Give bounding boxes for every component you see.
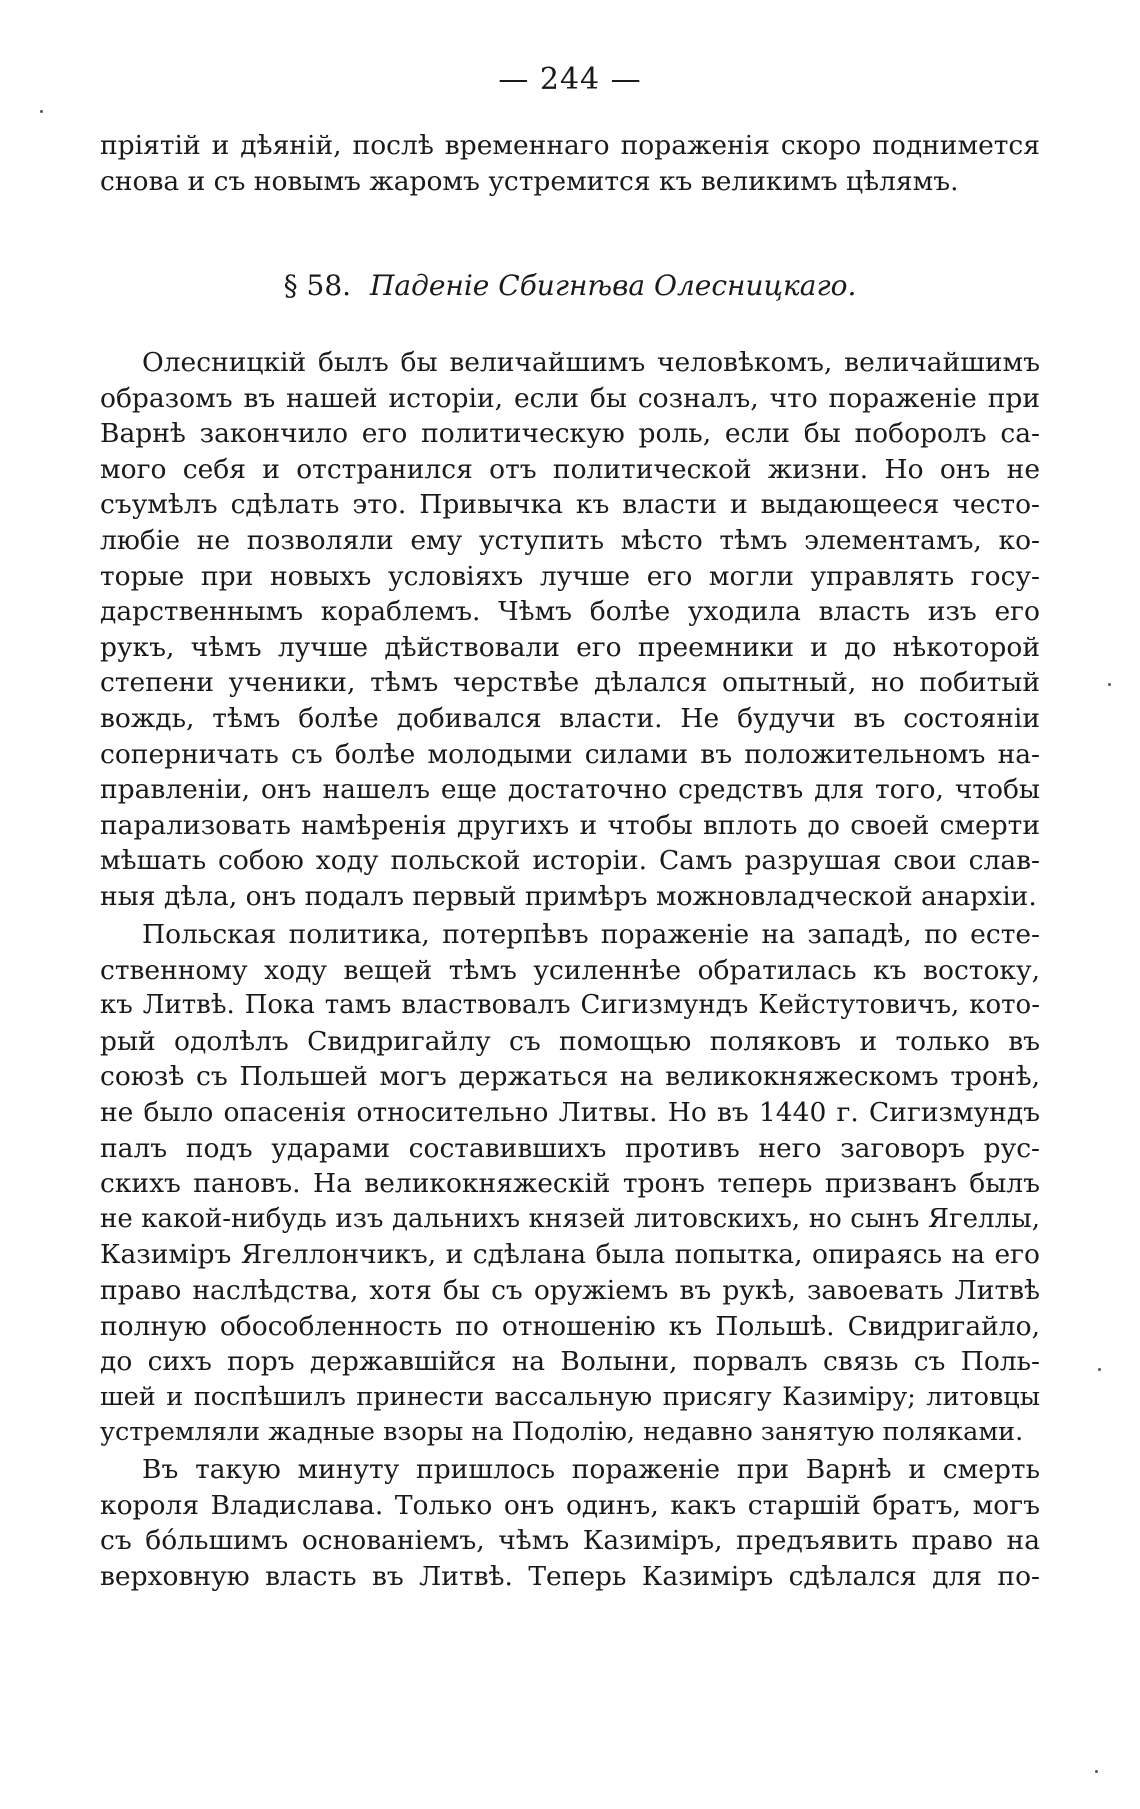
scan-speck	[40, 110, 43, 113]
section-number: § 58.	[283, 269, 352, 302]
text-line: короля Владислава. Только онъ одинъ, какъ старшій братъ, могъ	[100, 1489, 1040, 1521]
text-line: съ бо́льшимъ основаніемъ, чѣмъ Казиміръ, предъявить право на	[100, 1525, 1040, 1557]
text-line: Казиміръ Ягеллончикъ, и сдѣлана была попытка, опираясь на его	[100, 1239, 1040, 1271]
text-line: къ Литвѣ. Пока тамъ властвовалъ Сигизмундъ Кейстутовичъ, кото-	[100, 990, 1040, 1021]
text-line: право наслѣдства, хотя бы съ оружіемъ въ рукѣ, завоевать Литвѣ	[100, 1274, 1040, 1306]
text-line: соперничать съ болѣе молодыми силами въ положительномъ на-	[100, 738, 1040, 770]
intro-text	[100, 128, 1040, 199]
text-line: мѣшать собою ходу польской исторіи. Самъ разрушая свои слав-	[100, 845, 1040, 877]
paragraph-1	[100, 345, 1040, 915]
paragraph-3	[100, 1452, 1040, 1594]
text-line: до сихъ поръ державшійся на Волыни, порвалъ связь съ Поль-	[100, 1346, 1040, 1378]
text-line: дарственнымъ кораблемъ. Чѣмъ болѣе уходила власть изъ его	[100, 596, 1040, 628]
text-line: Въ такую минуту пришлось пораженіе при Варнѣ и смерть	[142, 1454, 1040, 1485]
section-title: Паденіе Сбигнѣва Олесницкаго.	[369, 269, 857, 302]
text-line: рукъ, чѣмъ лучше дѣйствовали его преемники и до нѣкоторой	[100, 631, 1040, 663]
text-line: Варнѣ закончило его политическую роль, если бы поборолъ са-	[100, 418, 1040, 450]
text-line: съумѣлъ сдѣлать это. Привычка къ власти и выдающееся често-	[100, 489, 1040, 521]
text-line: не было опасенія относительно Литвы. Но въ 1440 г. Сигизмундъ	[100, 1096, 1040, 1128]
scan-speck	[1095, 1770, 1098, 1773]
text-line: снова и съ новымъ жаромъ устремится къ великимъ цѣлямъ.	[100, 165, 959, 197]
text-line: не какой-нибудь изъ дальнихъ князей литовскихъ, но сынъ Ягеллы,	[100, 1203, 1040, 1234]
text-line: правленіи, онъ нашелъ еще достаточно средствъ для того, чтобы	[100, 774, 1040, 806]
text-line: любіе не позволяли ему уступить мѣсто тѣмъ элементамъ, ко-	[100, 524, 1040, 556]
section-heading	[0, 268, 1140, 304]
scan-speck	[1108, 683, 1111, 686]
text-line: скихъ пановъ. На великокняжескій тронъ теперь призванъ былъ	[100, 1168, 1040, 1200]
text-line: устремляли жадные взоры на Подолію, недавно занятую поляками.	[100, 1417, 1024, 1448]
text-line: степени ученики, тѣмъ черствѣе дѣлался опытный, но побитый	[100, 667, 1040, 699]
text-line: Олесницкій былъ бы величайшимъ человѣкомъ, величайшимъ	[142, 347, 1040, 378]
text-line: союзѣ съ Польшей могъ держаться на великокняжескомъ тронѣ,	[100, 1061, 1040, 1093]
text-line: ственному ходу вещей тѣмъ усиленнѣе обратилась къ востоку,	[100, 954, 1040, 986]
text-line: шей и поспѣшилъ принести вассальную присягу Казиміру; литовцы	[100, 1381, 1040, 1412]
scan-speck	[1098, 1368, 1101, 1371]
text-line: палъ подъ ударами составившихъ противъ него заговоръ рус-	[100, 1132, 1040, 1164]
text-line: парализовать намѣренія другихъ и чтобы вплоть до своей смерти	[100, 809, 1040, 841]
text-line: рый одолѣлъ Свидригайлу съ помощью поляковъ и только въ	[100, 1025, 1040, 1057]
text-line: ныя дѣла, онъ подалъ первый примѣръ можновладческой анархіи.	[100, 880, 1037, 912]
text-line: образомъ въ нашей исторіи, если бы созналъ, что пораженіе при	[100, 382, 1040, 414]
text-line: пріятій и дѣяній, послѣ временнаго пораженія скоро поднимется	[100, 130, 1040, 161]
text-line: мого себя и отстранился отъ политической жизни. Но онъ не	[100, 453, 1040, 485]
text-line: полную обособленность по отношенію къ Польшѣ. Свидригайло,	[100, 1310, 1040, 1342]
page-number: — 244 —	[498, 62, 642, 97]
text-line: Польская политика, потерпѣвъ пораженіе на западѣ, по есте-	[142, 919, 1040, 950]
text-line: торые при новыхъ условіяхъ лучше его могли управлять госу-	[100, 560, 1040, 592]
text-line: верховную власть въ Литвѣ. Теперь Казиміръ сдѣлался для по-	[100, 1560, 1040, 1592]
paragraph-2	[100, 917, 1040, 1451]
text-line: вождь, тѣмъ болѣе добивался власти. Не будучи въ состояніи	[100, 702, 1040, 734]
